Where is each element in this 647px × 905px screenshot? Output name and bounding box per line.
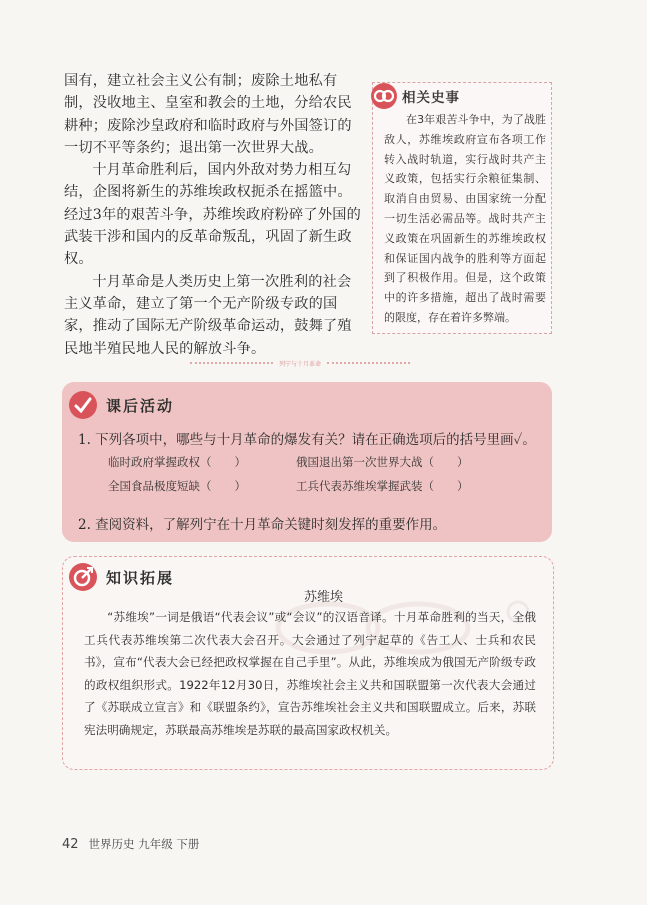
divider-label: 列宁与十月革命 [279, 360, 322, 368]
paragraph: 国有，建立社会主义公有制；废除土地私有制，没收地主、皇室和教会的土地，分给农民耕种；废除沙皇政府和临时政府与外国签订的一切不平等条约；退出第一次世界大战。 [64, 73, 352, 156]
activity-header [68, 390, 174, 420]
page-footer [62, 836, 199, 852]
extension-text [84, 606, 536, 742]
book-title: 世界历史 九年级 下册 [88, 837, 200, 851]
extension-subtitle: 苏维埃 [303, 590, 343, 605]
page-number: 42 [62, 837, 79, 852]
sidebar-paragraph: 在3年艰苦斗争中，为了战胜敌人，苏维埃政府宣布各项工作转入战时轨道，实行战时共产主义政策，包括实行余粮征集制、取消自由贸易、由国家统一分配一切生活必需品等。战时共产主义政策在巩固新生的苏维埃政权和保证国内战争的胜利等方面起到了积极作用。但是，这个政策中的许多措施，超出了战时需要的限度，存在着许多弊端。 [384, 113, 546, 324]
activity-question-1: 1. 下列各项中，哪些与十月革命的爆发有关？请在正确选项后的括号里画✓。 [78, 432, 536, 448]
activity-question-2: 2. 查阅资料，了解列宁在十月革命关键时刻发挥的重要作用。 [78, 517, 447, 533]
activity-option[interactable]: 俄国退出第一次世界大战（ ） [296, 455, 469, 469]
extension-paragraph: “苏维埃”一词是俄语“代表会议”或“会议”的汉语音译。十月革命胜利的当天，全俄工兵代表苏维埃第二次代表大会召开。大会通过了列宁起草的《告工人、士兵和农民书》，宣布“代表大会已经把政权掌握在自己手里”。从此，苏维埃成为俄国无产阶级专政的政权组织形式。1922年12月30日，苏维埃社会主义共和国联盟第一次代表大会通过了《苏联成立宣言》和《联盟条约》，宣告苏维埃社会主义共和国联盟成立。后来，苏联宪法明确规定，苏联最高苏维埃是苏联的最高国家政权机关。 [84, 610, 536, 737]
paragraph: 十月革命胜利后，国内外敌对势力相互勾结，企图将新生的苏维埃政权扼杀在摇篮中。经过3年的艰苦斗争，苏维埃政府粉碎了外国的武装干涉和国内的反革命叛乱，巩固了新生政权。 [64, 162, 361, 268]
paragraph: 十月革命是人类历史上第一次胜利的社会主义革命，建立了第一个无产阶级专政的国家，推动了国际无产阶级革命运动，鼓舞了殖民地半殖民地人民的解放斗争。 [64, 273, 352, 357]
history-badge-icon [370, 82, 398, 110]
sidebar-title: 相关史事 [402, 90, 460, 106]
divider-dots-left [190, 362, 273, 364]
activity-option[interactable]: 临时政府掌握政权（ ） [108, 455, 246, 469]
activity-option[interactable]: 工兵代表苏维埃掌握武装（ ） [296, 479, 469, 493]
main-body-text [64, 70, 364, 360]
section-divider [190, 356, 410, 370]
sidebar-text [384, 110, 546, 328]
pen-check-icon [68, 390, 98, 420]
activity-title: 课后活动 [106, 396, 175, 415]
sidebar-header [370, 82, 460, 110]
divider-dots-right [327, 362, 410, 364]
activity-option[interactable]: 全国食品极度短缺（ ） [108, 479, 246, 493]
extension-title: 知识拓展 [106, 568, 175, 587]
